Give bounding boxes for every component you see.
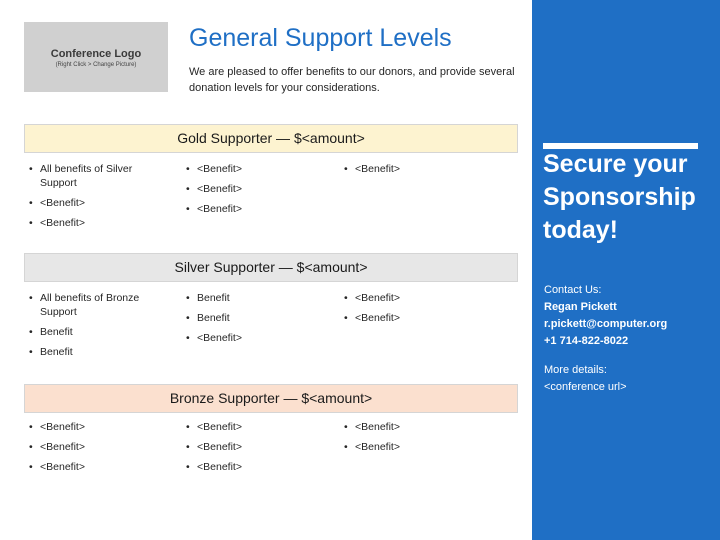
- conference-logo-placeholder: [24, 22, 168, 92]
- benefit-item: • <Benefit>: [185, 182, 325, 196]
- bronze-benefits-column-3: [343, 420, 483, 460]
- silver-benefits-column-3: [343, 291, 483, 331]
- conference-url[interactable]: <conference url>: [544, 381, 627, 393]
- benefit-item: • <Benefit>: [185, 202, 325, 216]
- more-details-label: More details:: [544, 364, 607, 376]
- benefit-item: • Benefit: [185, 291, 325, 305]
- benefit-item: • Benefit: [28, 325, 163, 339]
- gold-tier-header: Gold Supporter — $<amount>: [24, 124, 518, 153]
- benefit-item: • <Benefit>: [28, 216, 163, 230]
- benefit-item: • <Benefit>: [185, 460, 325, 474]
- intro-text: We are pleased to offer benefits to our donors, and provide several donation levels for your considerations.: [189, 66, 515, 94]
- benefit-item: • All benefits of Bronze Support: [28, 291, 163, 319]
- benefit-item: • <Benefit>: [343, 311, 483, 325]
- contact-label: Contact Us:: [544, 284, 602, 296]
- silver-benefits-column-1: [28, 291, 163, 365]
- contact-name: Regan Pickett: [544, 301, 617, 313]
- benefit-item: • <Benefit>: [185, 162, 325, 176]
- benefit-item: • <Benefit>: [343, 162, 483, 176]
- bronze-benefits-column-1: [28, 420, 163, 480]
- benefit-item: • <Benefit>: [343, 440, 483, 454]
- gold-benefits-column-2: [185, 162, 325, 222]
- silver-benefits-column-2: [185, 291, 325, 351]
- bronze-tier-header: Bronze Supporter — $<amount>: [24, 384, 518, 413]
- more-details-block: [544, 362, 627, 396]
- benefit-item: • Benefit: [185, 311, 325, 325]
- bronze-benefits-column-2: [185, 420, 325, 480]
- benefit-item: • <Benefit>: [185, 331, 325, 345]
- contact-phone: +1 714-822-8022: [544, 335, 629, 347]
- sponsorship-sidebar: [532, 0, 720, 540]
- gold-benefits-column-1: [28, 162, 163, 236]
- benefit-item: • <Benefit>: [28, 420, 163, 434]
- contact-block: [544, 282, 667, 350]
- benefit-item: • <Benefit>: [343, 420, 483, 434]
- silver-tier-header: Silver Supporter — $<amount>: [24, 253, 518, 282]
- gold-benefits-column-3: [343, 162, 483, 182]
- benefit-item: • Benefit: [28, 345, 163, 359]
- benefit-item: • <Benefit>: [185, 420, 325, 434]
- benefit-item: • <Benefit>: [343, 291, 483, 305]
- benefit-item: • <Benefit>: [28, 460, 163, 474]
- logo-subtitle: (Right Click > Change Picture): [55, 62, 137, 68]
- benefit-item: • <Benefit>: [185, 440, 325, 454]
- benefit-item: • <Benefit>: [28, 440, 163, 454]
- benefit-item: • <Benefit>: [28, 196, 163, 210]
- contact-email[interactable]: r.pickett@computer.org: [544, 318, 668, 330]
- logo-title: Conference Logo: [50, 48, 142, 60]
- benefit-item: • All benefits of Silver Support: [28, 162, 163, 190]
- page-title: General Support Levels: [189, 24, 452, 52]
- sidebar-headline: Secure your Sponsorship today!: [543, 150, 696, 244]
